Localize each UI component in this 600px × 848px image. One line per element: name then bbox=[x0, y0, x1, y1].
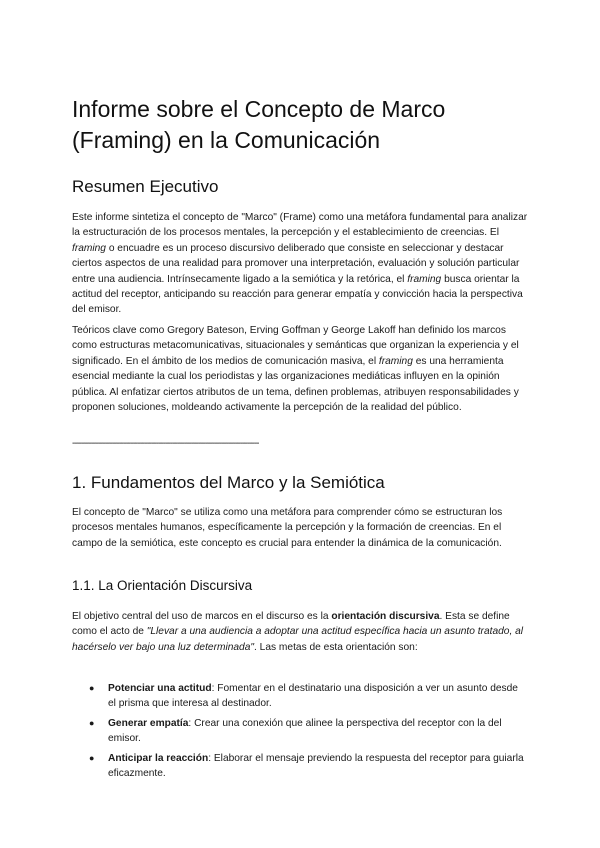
document-title: Informe sobre el Concepto de Marco (Framing) en la Comunicación bbox=[72, 96, 446, 153]
summary-paragraph-1: Este informe sintetiza el concepto de "Marco" (Frame) como una metáfora fundamental para analizar la estructuración de los procesos mentales, la percepción y el establecimiento de creencias. El framing o encuadre es un proceso discursivo deliberado que consiste en seleccionar y destacar ciertos aspectos de una realidad para promover una interpretación, evaluación y solución particular entre una audiencia. Intrínsecamente ligado a la semiótica y la retórica, el framing busca orientar la actitud del receptor, anticipando su reacción para generar empatía y convicción hacia la perspectiva del emisor. bbox=[72, 212, 528, 316]
list-item: ● Potenciar una actitud: Fomentar en el destinatario una disposición a ver un asunto desde el prisma que interesa al destinador. bbox=[89, 683, 518, 710]
bullet-icon: ● bbox=[89, 717, 95, 728]
summary-heading: Resumen Ejecutivo bbox=[72, 177, 219, 196]
section-1-heading: 1. Fundamentos del Marco y la Semiótica bbox=[72, 473, 385, 492]
summary-paragraph-2: Teóricos clave como Gregory Bateson, Erving Goffman y George Lakoff han definido los marcos como estructuras metacomunicativas, situacionales y semánticas que organizan la experiencia y el significado. En el ámbito de los medios de comunicación masiva, el framing es una herramienta esencial mediante la cual los periodistas y las organizaciones mediáticas influyen en la opinión pública. Al enfatizar ciertos atributos de un tema, definen problemas, atribuyen responsabilidades y proponen soluciones, moldeando activamente la percepción de la realidad del público. bbox=[72, 325, 519, 414]
section-divider: -------------------------------------------------------------------------------- bbox=[72, 438, 259, 449]
list-item: ● Generar empatía: Crear una conexión que alinee la perspectiva del receptor con la del emisor. bbox=[89, 717, 502, 745]
bullet-icon: ● bbox=[89, 752, 95, 763]
subsection-1-1-paragraph: El objetivo central del uso de marcos en el discurso es la orientación discursiva. Esta se define como el acto de "Llevar a una audiencia a adoptar una actitud específica hacia un asunto tratado, al hacérselo ver bajo una luz determinada". Las metas de esta orientación son: bbox=[72, 611, 524, 653]
subsection-1-1-heading: 1.1. La Orientación Discursiva bbox=[72, 578, 253, 593]
orientation-goals-list bbox=[72, 681, 528, 785]
bullet-icon: ● bbox=[89, 683, 95, 693]
list-item: ● Anticipar la reacción: Elaborar el mensaje previendo la respuesta del receptor para guiarla eficazmente. bbox=[89, 752, 524, 780]
section-1-paragraph: El concepto de "Marco" se utiliza como una metáfora para comprender cómo se estructuran los procesos mentales humanos, específicamente la percepción y la formación de creencias. En el campo de la semiótica, este concepto es crucial para entender la dinámica de la comunicación. bbox=[72, 507, 503, 549]
